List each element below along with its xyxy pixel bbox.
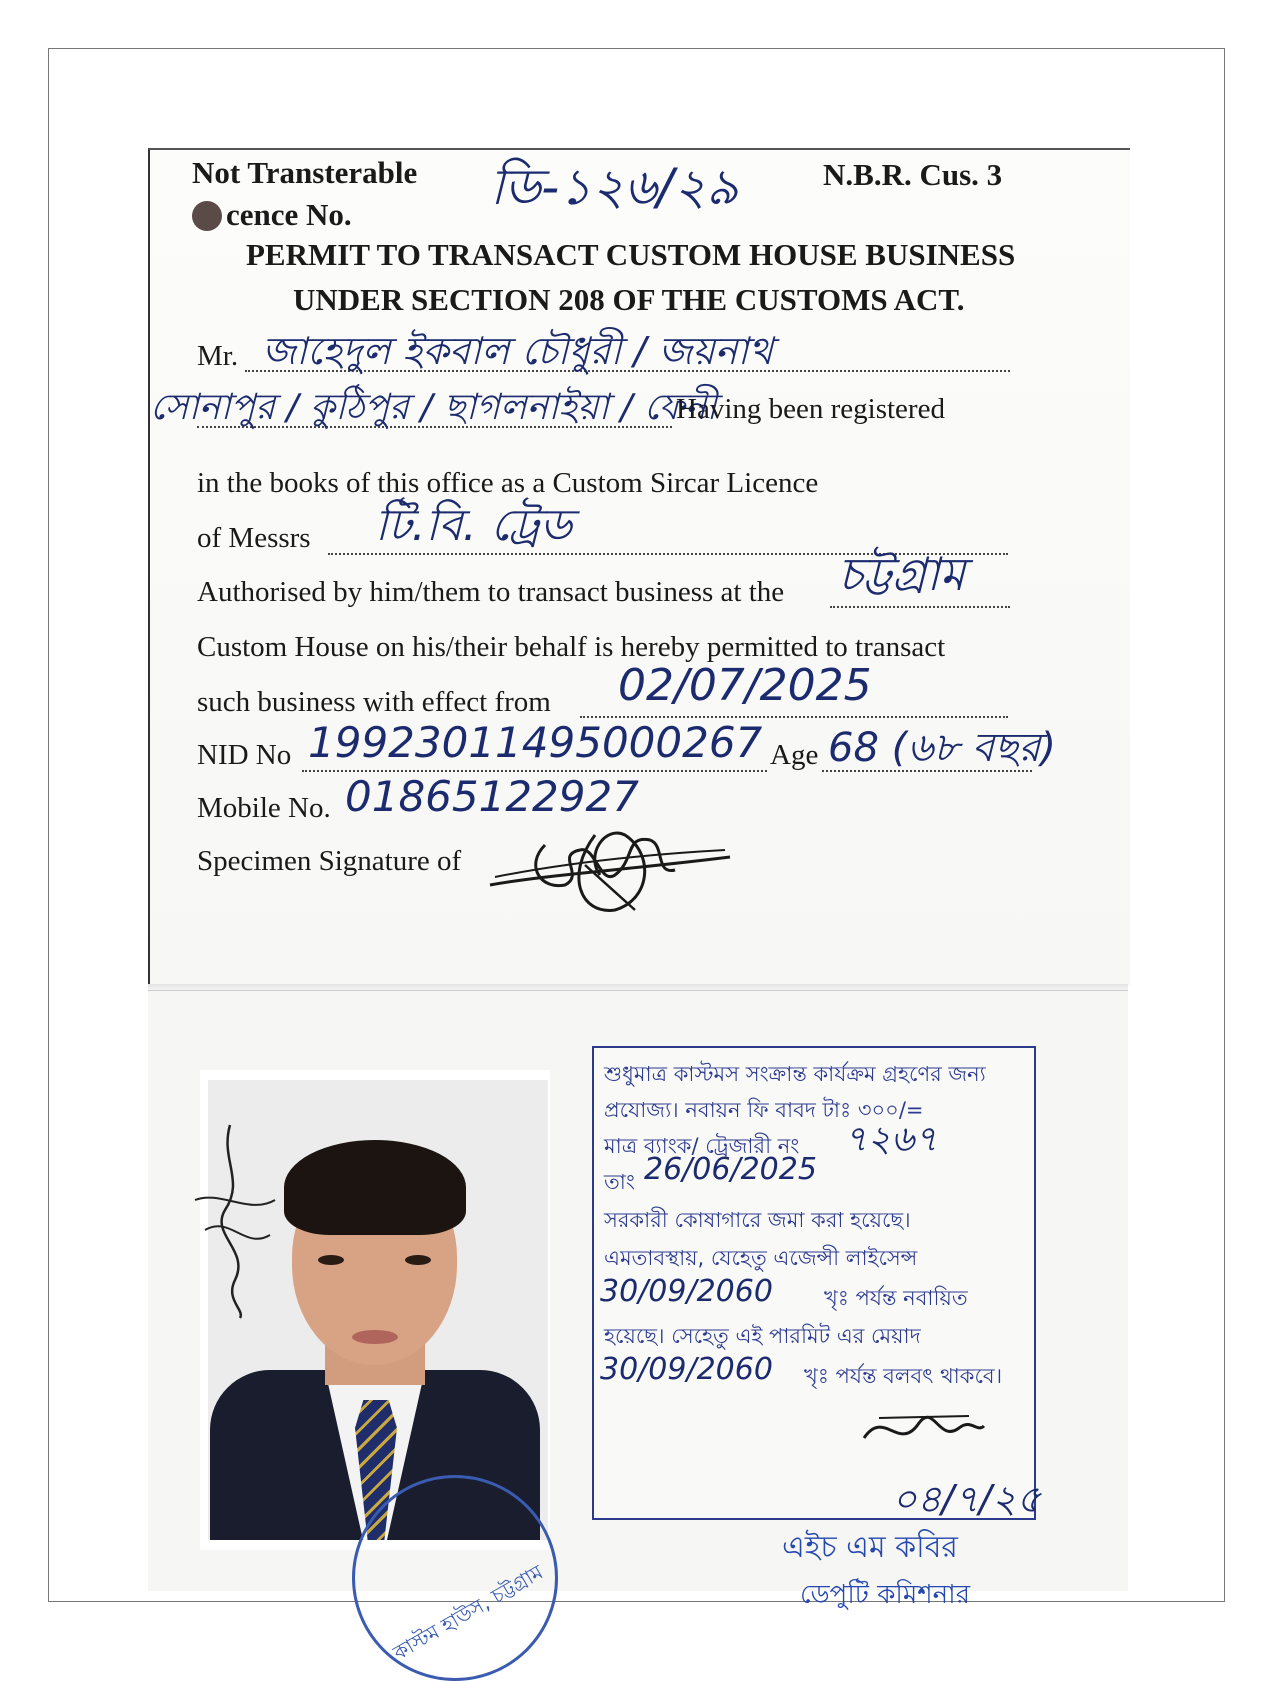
mr-name-handwritten: জাহেদুল ইকবাল চৌধুরী / জয়নাথ — [262, 329, 774, 373]
renew-date-handwritten: 30/09/2060 — [600, 1274, 773, 1309]
stamp-line-5: সরকারী কোষাগারে জমা করা হয়েছে। — [604, 1208, 911, 1232]
stamp-line-2: প্রযোজ্য। নবায়ন ফি বাবদ টাঃ ৩০০/= — [604, 1098, 924, 1122]
photo-cross-signature — [190, 1120, 280, 1320]
effect-date-handwritten: 02/07/2025 — [618, 660, 872, 711]
valid-date-handwritten: 30/09/2060 — [600, 1352, 773, 1387]
stamp-line-1: শুধুমাত্র কাস্টমস সংক্রান্ত কার্যক্রম গ্রহণের জন্য — [604, 1062, 986, 1086]
custom-house-seal — [352, 1475, 558, 1681]
stamp-line-8: হয়েছে। সেহেতু এই পারমিট এর মেয়াদ — [604, 1324, 921, 1348]
stamp-line-7: খৃঃ পর্যন্ত নবায়িত — [824, 1286, 968, 1310]
having-registered-text: Having been registered — [676, 393, 945, 425]
challan-number-handwritten: ৭২৬৭ — [844, 1119, 938, 1160]
custom-house-handwritten: চট্টগ্রাম — [838, 547, 966, 601]
specimen-signature-label: Specimen Signature of — [197, 845, 462, 877]
authorised-text: Authorised by him/them to transact business at the — [197, 576, 785, 608]
title-line-1: PERMIT TO TRANSACT CUSTOM HOUSE BUSINESS — [246, 237, 1016, 272]
messrs-handwritten: টি.বি. ট্রেড — [375, 500, 573, 551]
stamp-line-9: খৃঃ পর্যন্ত বলবৎ থাকবে। — [804, 1364, 1003, 1388]
seal-text: কাস্টম হাউস, চট্টগ্রাম — [389, 1559, 547, 1665]
form-code: N.B.R. Cus. 3 — [823, 157, 1003, 192]
licence-number-handwritten: ডি-১২৬/২৯ — [490, 158, 739, 216]
books-text: in the books of this office as a Custom Sircar Licence — [197, 467, 819, 499]
initial-date-handwritten: ০৪/৭/২৫ — [892, 1477, 1042, 1521]
officer-name: এইচ এম কবির — [782, 1530, 958, 1565]
officer-title: ডেপুটি কমিশনার — [800, 1580, 971, 1610]
stamp-line-6: এমতাবস্থায়, যেহেতু এজেন্সী লাইসেন্স — [604, 1246, 918, 1270]
licence-no-label: cence No. — [226, 197, 352, 232]
effect-from-text: such business with effect from — [197, 686, 551, 718]
age-label: Age — [770, 739, 819, 771]
nid-number-handwritten: 19923011495000267 — [308, 718, 763, 767]
address-handwritten: সোনাপুর / কুঠিপুর / ছাগলনাইয়া / ফেনী — [150, 387, 717, 428]
officer-initials — [859, 1398, 989, 1458]
mobile-number-handwritten: 01865122927 — [345, 772, 639, 821]
mr-label: Mr. — [197, 340, 239, 372]
deposit-date-handwritten: 26/06/2025 — [644, 1152, 817, 1187]
age-handwritten: 68 (৬৮ বছর) — [828, 725, 1057, 771]
stamp-line-4: তাং — [604, 1170, 635, 1194]
hole-punch-mark — [192, 201, 222, 231]
stamp-line-3: মাত্র ব্যাংক/ ট্রেজারী নং — [604, 1134, 800, 1158]
custom-house-text: Custom House on his/their behalf is hereby permitted to transact — [197, 631, 946, 663]
renewal-stamp-box — [592, 1046, 1036, 1520]
specimen-signature — [485, 815, 745, 925]
messrs-label: of Messrs — [197, 522, 311, 554]
not-transferable-label: Not Transterable — [192, 155, 418, 190]
title-line-2: UNDER SECTION 208 OF THE CUSTOMS ACT. — [293, 282, 965, 317]
mobile-label: Mobile No. — [197, 792, 331, 824]
nid-label: NID No — [197, 739, 292, 771]
